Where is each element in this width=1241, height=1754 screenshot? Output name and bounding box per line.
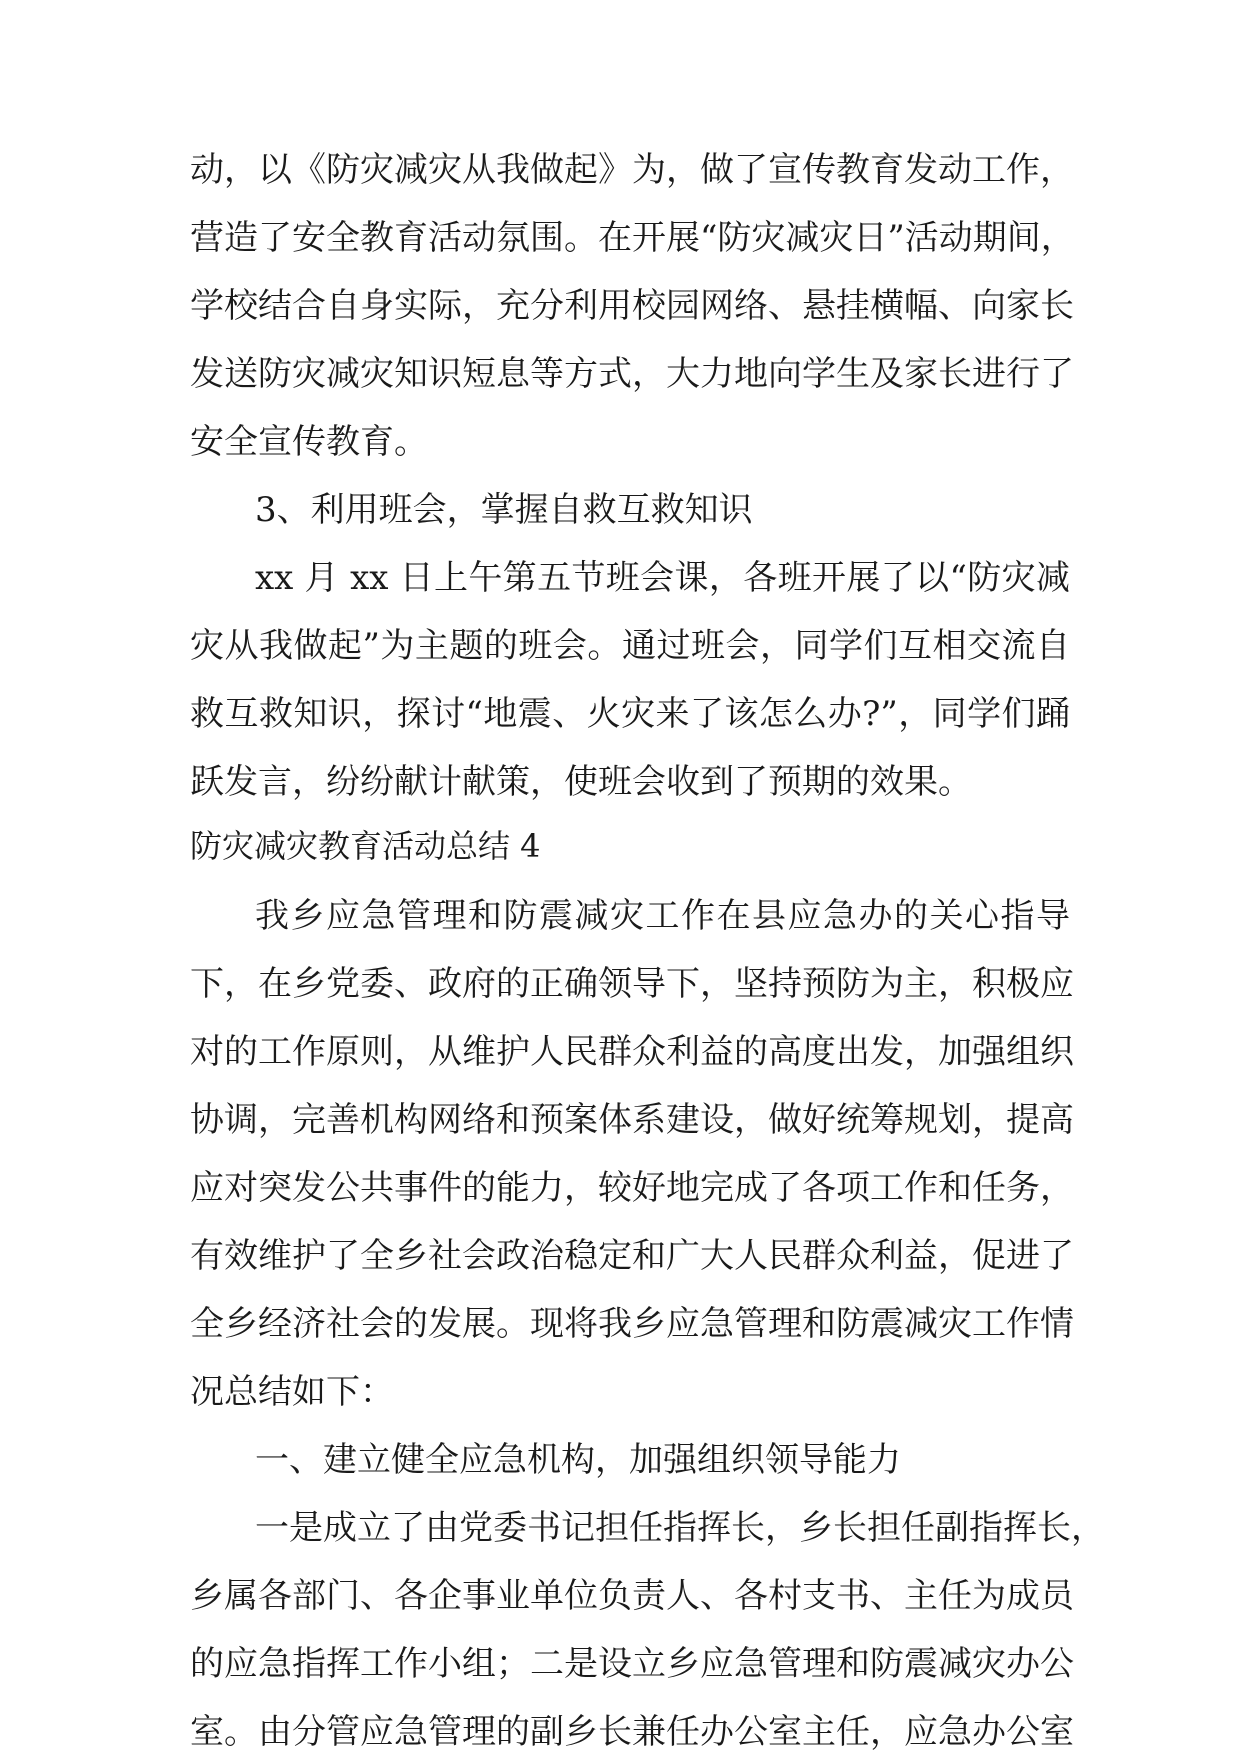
body-line-9: 救互救知识，探讨“地震、火灾来了该怎么办?”，同学们踊 [190,694,1070,734]
body-line-10: 跃发言，纷纷献计献策，使班会收到了预期的效果。 [190,762,972,802]
body-line-23: 的应急指挥工作小组；二是设立乡应急管理和防震减灾办公 [190,1644,1074,1684]
body-line-14: 对的工作原则，从维护人民群众利益的高度出发，加强组织 [190,1032,1074,1072]
body-line-2: 营造了安全教育活动氛围。在开展“防灾减灾日”活动期间， [190,218,1075,258]
body-line-7: xx 月 xx 日上午第五节班会课，各班开展了以“防灾减 [255,558,1070,598]
body-line-1: 动，以《防灾减灾从我做起》为，做了宣传教育发动工作， [190,150,1074,190]
body-line-19: 况总结如下： [190,1372,394,1412]
body-line-16: 应对突发公共事件的能力，较好地完成了各项工作和任务， [190,1168,1074,1208]
body-line-4: 发送防灾减灾知识短息等方式，大力地向学生及家长进行了 [190,354,1074,394]
body-line-3: 学校结合自身实际，充分利用校园网络、悬挂横幅、向家长 [190,286,1074,326]
body-line-8: 灾从我做起”为主题的班会。通过班会，同学们互相交流自 [190,626,1070,666]
body-line-22: 乡属各部门、各企事业单位负责人、各村支书、主任为成员 [190,1576,1074,1616]
body-line-24: 室。由分管应急管理的副乡长兼任办公室主任，应急办公室 [190,1712,1074,1752]
body-line-5: 安全宣传教育。 [190,422,428,462]
body-line-13: 下，在乡党委、政府的正确领导下，坚持预防为主，积极应 [190,964,1074,1004]
body-line-12: 我乡应急管理和防震减灾工作在县应急办的关心指导 [255,896,1070,936]
document-title: 防灾减灾教育活动总结 4 [190,827,541,865]
section-heading-3: 3、利用班会，掌握自救互救知识 [255,490,753,530]
body-line-21: 一是成立了由党委书记担任指挥长，乡长担任副指挥长， [255,1508,1105,1548]
section-heading-1: 一、建立健全应急机构，加强组织领导能力 [255,1440,901,1480]
body-line-15: 协调，完善机构网络和预案体系建设，做好统筹规划，提高 [190,1100,1074,1140]
body-line-17: 有效维护了全乡社会政治稳定和广大人民群众利益，促进了 [190,1236,1074,1276]
body-line-18: 全乡经济社会的发展。现将我乡应急管理和防震减灾工作情 [190,1304,1074,1344]
